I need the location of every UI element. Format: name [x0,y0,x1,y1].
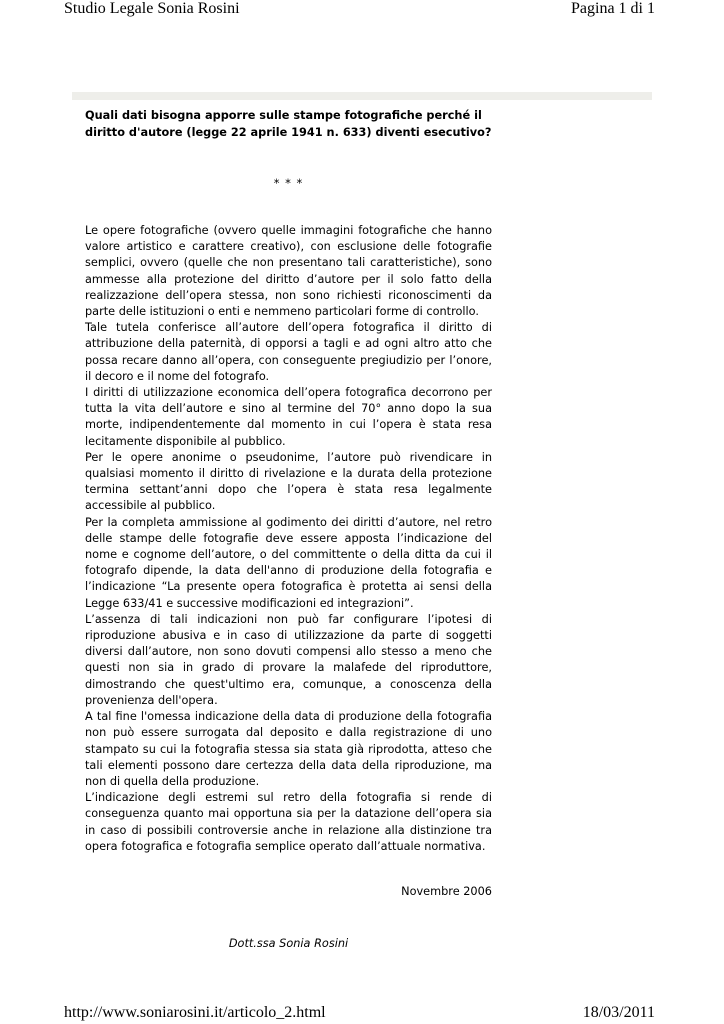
paragraph-7: A tal fine l'omessa indicazione della data di produzione della fotografia non può essere surrogata dal deposito e dalla registrazione di uno stampato su cui la fotografia stessa sia stata già riprodotta, atteso che tali elementi possono dare certezza della data della riproduzione, ma non di quella della produzione. [85,710,492,788]
top-divider-bar [72,92,652,100]
paragraph-5: Per la completa ammissione al godimento dei diritti d’autore, nel retro delle stampe delle fotografie deve essere apposta l’indicazione del nome e cognome dell’autore, o del committente o della ditta da cui il fotografo dipende, la data dell'anno di produzione della fotografia e l’indicazione “La presente opera fotografica è protetta ai sensi della Legge 633/41 e successive modificazioni ed integrazioni”. [85,515,492,610]
separator [85,176,492,190]
article-date: Novembre 2006 [401,884,492,898]
author-signature: Dott.ssa Sonia Rosini [228,936,349,950]
paragraph-8: L’indicazione degli estremi sul retro della fotografia si rende di conseguenza quanto mai opportuna sia per la datazione dell’opera sia in caso di possibili controversie anche in relazione alla distinzione tra opera fotografica e fotografia semplice operato dall’attuale normativa. [85,791,492,853]
header-site-name: Studio Legale Sonia Rosini [64,0,240,17]
header-page-number: Pagina 1 di 1 [571,0,655,17]
paragraph-3: I diritti di utilizzazione economica dell’opera fotografica decorrono per tutta la vita dell’autore e sino al termine del 70° anno dopo la sua morte, indipendentemente dal momento in cui l’opera è stata resa lecitamente disponibile al pubblico. [85,386,492,448]
print-footer [64,1004,655,1022]
paragraph-2: Tale tutela conferisce all’autore dell’opera fotografica il diritto di attribuzione della paternità, di opporsi a tagli e ad ogni altro atto che possa recare danno all’opera, con conseguente pregiudizio per l’onore, il decoro e il nome del fotografo. [85,321,492,383]
article-title: Quali dati bisogna apporre sulle stampe fotografiche perché il diritto d'autore (legge 22 aprile 1941 n. 633) diventi esecutivo? [85,109,492,139]
footer-print-date: 18/03/2011 [582,1004,655,1021]
article [85,107,492,950]
article-body [85,223,492,855]
footer-url: http://www.soniarosini.it/articolo_2.html [64,1004,326,1021]
paragraph-6: L’assenza di tali indicazioni non può far configurare l’ipotesi di riproduzione abusiva e in caso di utilizzazione da parte di soggetti diversi dall’autore, non sono dovuti compensi allo stesso a meno che questi non sia in grado di provare la malafede del riproduttore, dimostrando che quest'ultimo era, comunque, a conoscenza della provenienza dell'opera. [85,612,492,707]
paragraph-4: Per le opere anonime o pseudonime, l’autore può rivendicare in qualsiasi momento il diritto di rivelazione e la durata della protezione termina settant’anni dopo che l’opera è stata resa legalmente accessibile al pubblico. [85,450,492,513]
print-header [64,0,655,18]
paragraph-1: Le opere fotografiche (ovvero quelle immagini fotografiche che hanno valore artistico e carattere creativo), con esclusione delle fotografie semplici, ovvero (quelle che non presentano tali caratteristiche), sono ammesse alla protezione del diritto d’autore per il solo fatto della realizzazione dell’opera stessa, non sono richiesti riconoscimenti da parte delle istituzioni o enti e nemmeno particolari forme di controllo. [85,224,492,319]
separator-stars: * * * [273,176,304,190]
